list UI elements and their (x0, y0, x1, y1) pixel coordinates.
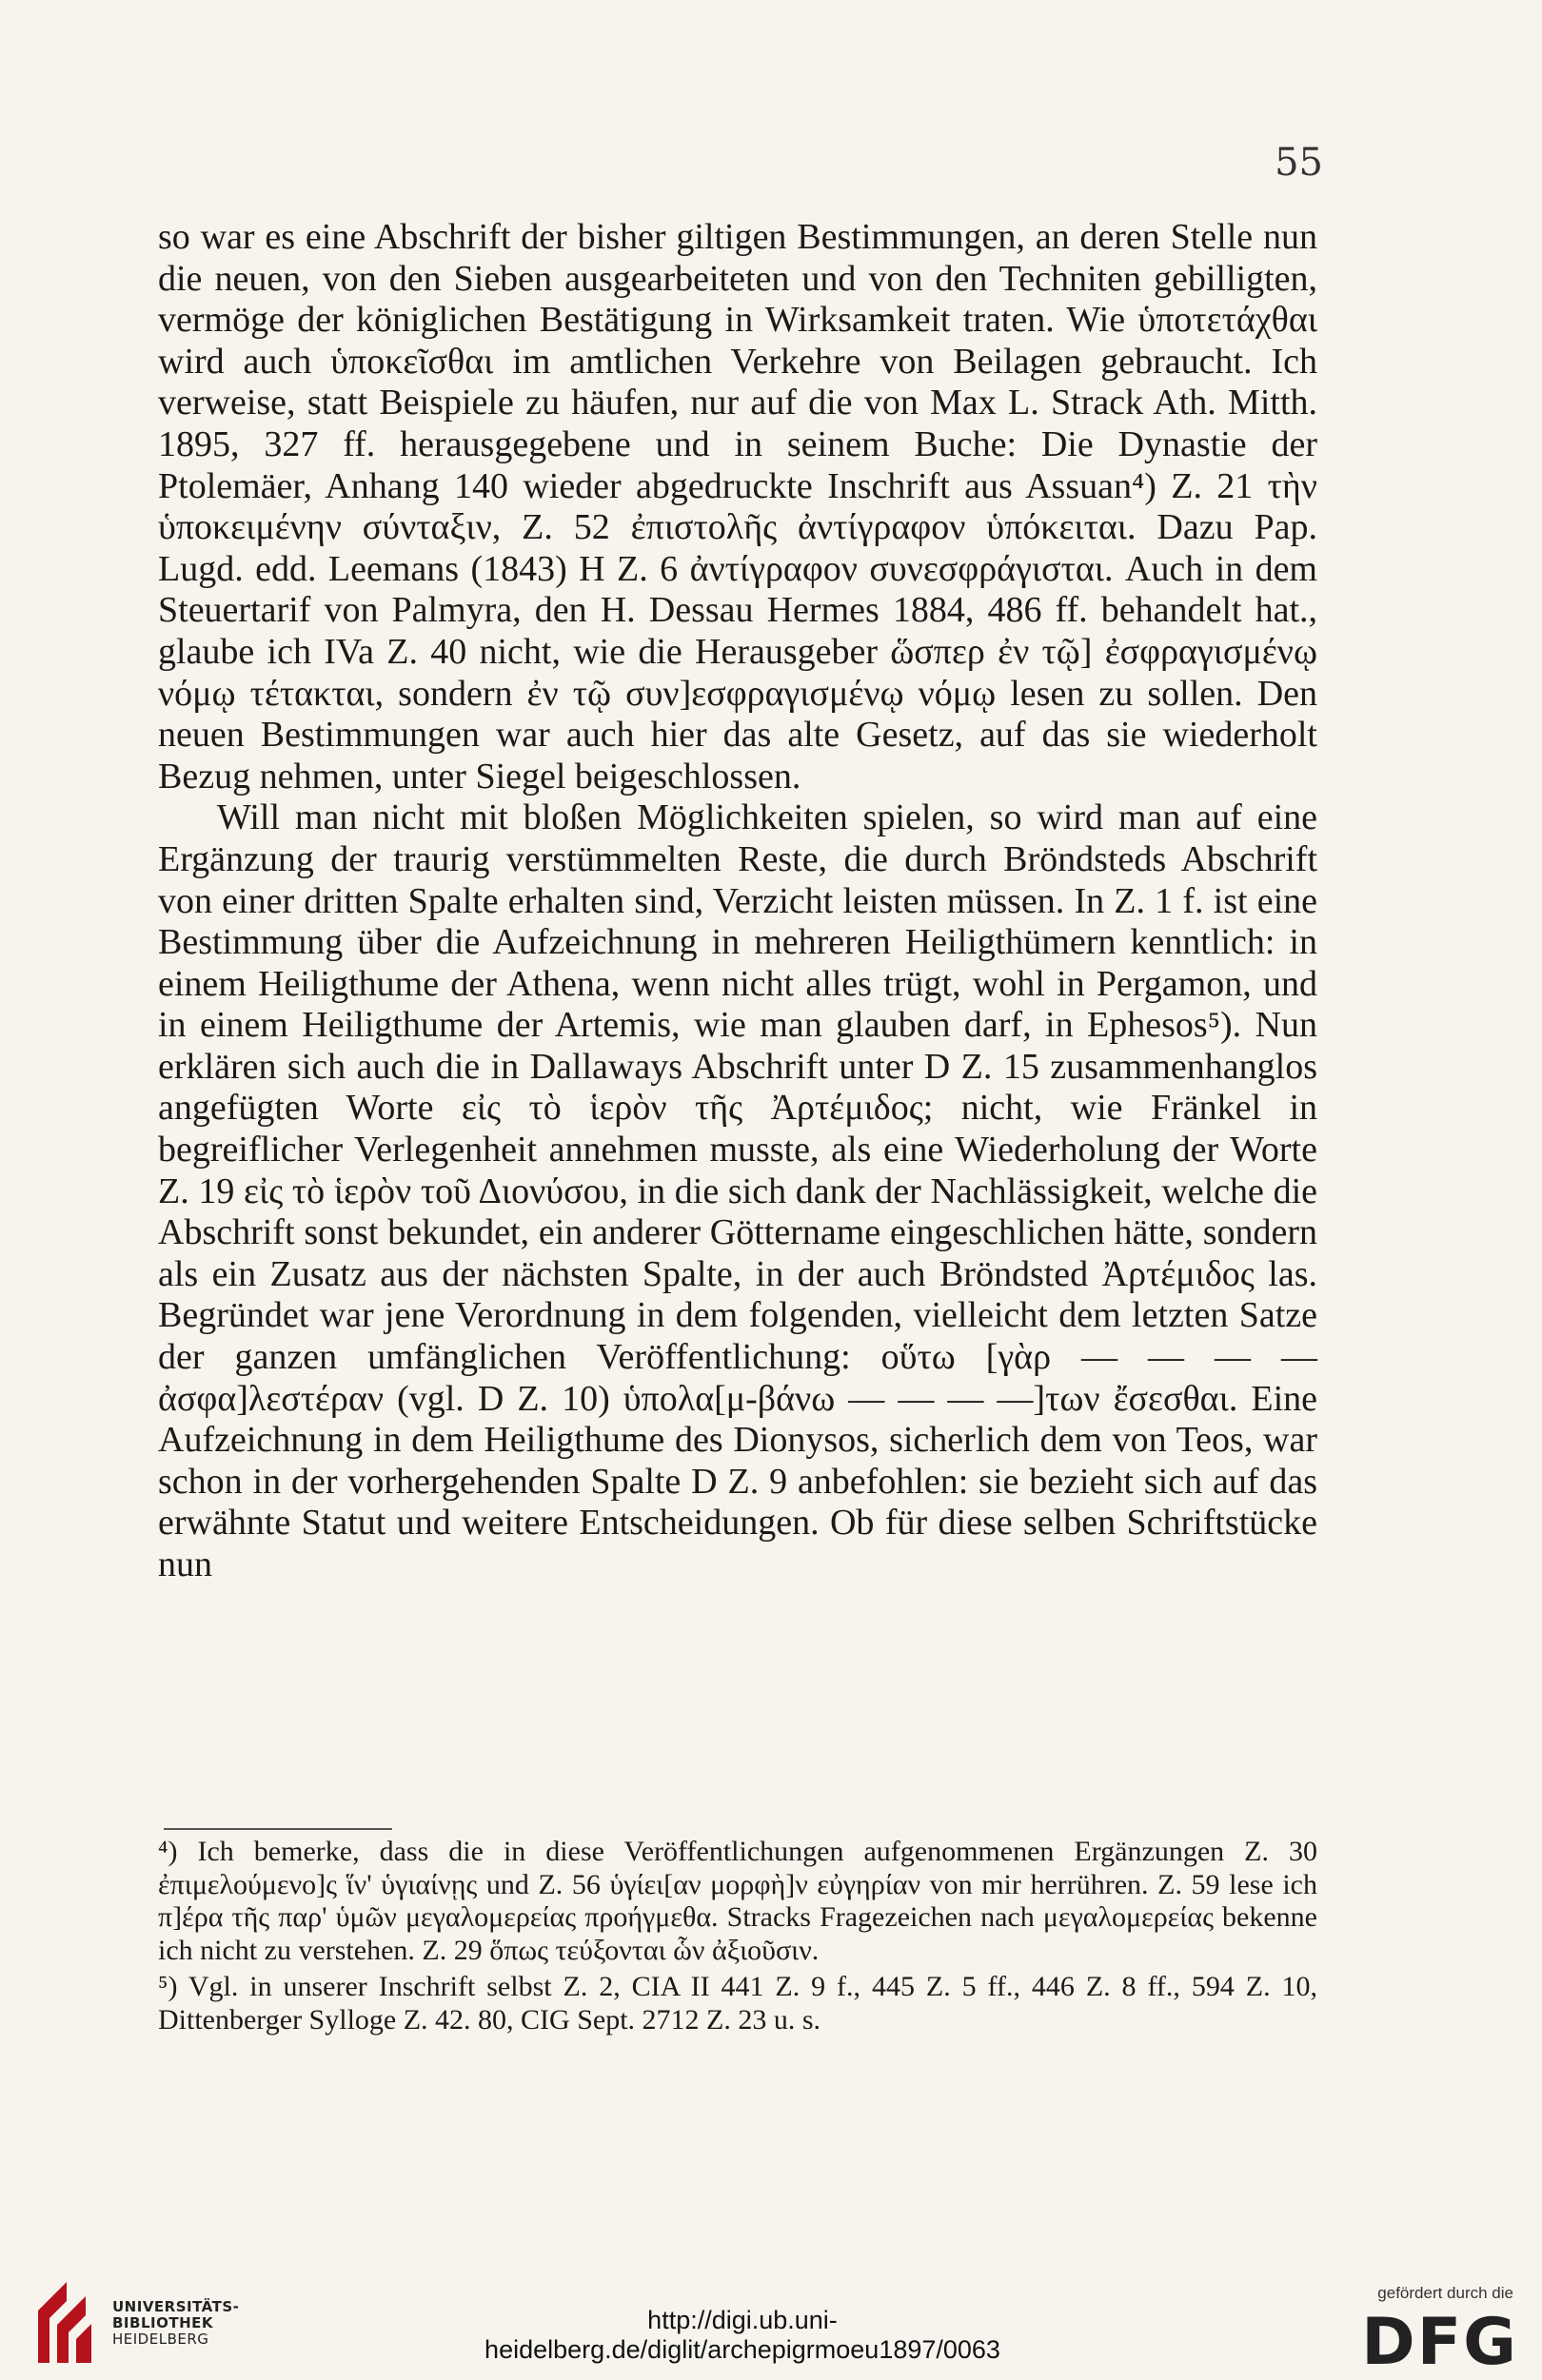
footnotes (158, 1836, 1317, 2037)
page-number: 55 (1275, 141, 1323, 185)
permalink-url[interactable]: http://digi.ub.uni-heidelberg.de/diglit/archepigrmoeu1897/0063 (484, 2306, 1000, 2364)
footnote-4: ⁴) Ich bemerke, dass die in diese Veröffentlichungen aufgenommenen Ergänzungen Z. 30 ἐπιμελούμενο]ς ἵν' ὑγιαίνῃς und Z. 56 ὑγίει[αν μορφὴ]ν εὐγηρίαν von mir herrühren. Z. 59 lese ich π]έρα τῆς παρ' ὑμῶν μεγαλομερείας προήγμεθα. Stracks Fragezeichen nach μεγαλομερείας bekenne ich nicht zu verstehen. Z. 29 ὅπως τεύξονται ὧν ἀξιοῦσιν. (158, 1836, 1317, 1966)
funding-caption: gefördert durch die (1377, 2284, 1513, 2302)
library-line-3: HEIDELBERG (112, 2331, 209, 2348)
paragraph-1: so war es eine Abschrift der bisher giltigen Bestimmungen, an deren Stelle nun die neuen, von den Sieben ausgearbeiteten und von den Techniten gebilligten, vermöge der königlichen Bestätigung in Wirksamkeit traten. Wie ὑποτετάχθαι wird auch ὑποκεῖσθαι im amtlichen Verkehre von Beilagen gebraucht. Ich verweise, statt Beispiele zu häufen, nur auf die von Max L. Strack Ath. Mitth. 1895, 327 ff. herausgegebene und in seinem Buche: Die Dynastie der Ptolemäer, Anhang 140 wieder abgedruckte Inschrift aus Assuan⁴) Z. 21 τὴν ὑποκειμένην σύνταξιν, Z. 52 ἐπιστολῆς ἀντίγραφον ὑπόκειται. Dazu Pap. Lugd. edd. Leemans (1843) H Z. 6 ἀντίγραφον συνεσφράγισται. Auch in dem Steuertarif von Palmyra, den H. Dessau Hermes 1884, 486 ff. behandelt hat., glaube ich IVa Z. 40 nicht, wie die Herausgeber ὥσπερ ἐν τῷ] ἐσφραγισμένῳ νόμῳ τέτακται, sondern ἐν τῷ συν]εσφραγισμένῳ νόμῳ lesen zu sollen. Den neuen Bestimmungen war auch hier das alte Gesetz, auf das sie wiederholt Bezug nehmen, unter Siegel beigeschlossen. (158, 217, 1317, 797)
digitization-footer (0, 2253, 1542, 2380)
footnote-rule (164, 1828, 392, 1830)
library-line-1: UNIVERSITÄTS- (112, 2298, 240, 2315)
dfg-funding[interactable] (1314, 2284, 1523, 2380)
dfg-logo: DFG (1361, 2305, 1518, 2380)
library-name (112, 2299, 360, 2348)
main-text (158, 217, 1317, 1586)
footnote-5: ⁵) Vgl. in unserer Inschrift selbst Z. 2, CIA II 441 Z. 9 f., 445 Z. 5 ff., 446 Z. 8 ff., 594 Z. 10, Dittenberger Sylloge Z. 42. 80, CIG Sept. 2712 Z. 23 u. s. (158, 1971, 1317, 2036)
library-mark-icon (29, 2272, 95, 2368)
library-line-2: BIBLIOTHEK (112, 2314, 213, 2331)
paragraph-2: Will man nicht mit bloßen Möglichkeiten spielen, so wird man auf eine Ergänzung der traurig verstümmelten Reste, die durch Bröndsteds Abschrift von einer dritten Spalte erhalten sind, Verzicht leisten müssen. In Z. 1 f. ist eine Bestimmung über die Aufzeichnung in mehreren Heiligthümern kenntlich: in einem Heiligthume der Athena, wenn nicht alles trügt, wohl in Pergamon, und in einem Heiligthume der Artemis, wie man glauben darf, in Ephesos⁵). Nun erklären sich auch die in Dallaways Abschrift unter D Z. 15 zusammenhanglos angefügten Worte εἰς τὸ ἱερὸν τῆς Ἀρτέμιδος; nicht, wie Fränkel in begreiflicher Verlegenheit annehmen musste, als eine Wiederholung der Worte Z. 19 εἰς τὸ ἱερὸν τοῦ Διονύσου, in die sich dank der Nachlässigkeit, welche die Abschrift sonst bekundet, ein anderer Göttername eingeschlichen hätte, sondern als ein Zusatz aus der nächsten Spalte, in der auch Bröndsted Ἀρτέμιδος las. Begründet war jene Verordnung in dem folgenden, vielleicht dem letzten Satze der ganzen umfänglichen Veröffentlichung: οὕτω [γὰρ — — — — ἀσφα]λεστέραν (vgl. D Z. 10) ὑπολα[μ-βάνω — — — —]των ἔσεσθαι. Eine Aufzeichnung in dem Heiligthume des Dionysos, sicherlich dem von Teos, war schon in der vorhergehenden Spalte D Z. 9 anbefohlen: sie bezieht sich auf das erwähnte Statut und weitere Entscheidungen. Ob für diese selben Schriftstücke nun (158, 797, 1317, 1584)
library-logo[interactable] (29, 2272, 343, 2368)
